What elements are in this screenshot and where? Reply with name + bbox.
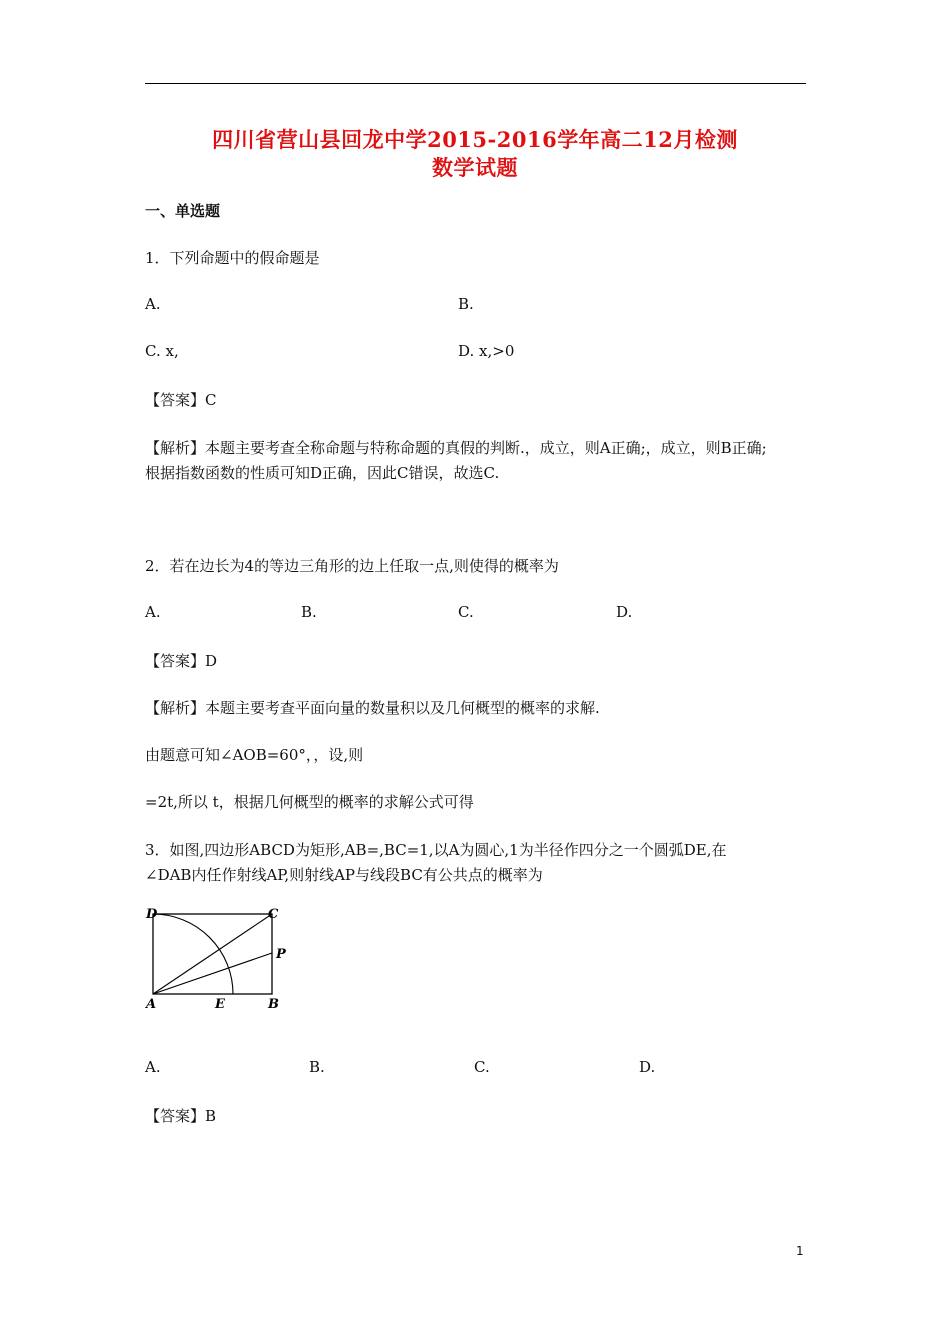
page-number: 1 (796, 1244, 804, 1258)
q3-option-c: C. (474, 1058, 490, 1076)
q2-option-a: A. (145, 603, 161, 621)
label-c: C (268, 907, 279, 922)
document-title: 四川省营山县回龙中学2015-2016学年高二12月检测 (212, 127, 738, 152)
q2-option-c: C. (458, 603, 474, 621)
q2-answer: 【答案】D (145, 652, 218, 670)
quarter-arc-de (153, 914, 233, 994)
section-heading: 一、单选题 (145, 202, 221, 220)
rectangle-arc-figure (140, 902, 300, 1012)
q1-option-a: A. (145, 295, 161, 313)
label-b: B (268, 997, 279, 1012)
q2-analysis-line2: 由题意可知∠AOB=60°，，设,则 (145, 746, 364, 764)
q3-option-b: B. (309, 1058, 325, 1076)
q3-option-a: A. (145, 1058, 161, 1076)
q2-stem: 2．若在边长为4的等边三角形的边上任取一点,则使得的概率为 (145, 557, 559, 575)
q1-stem: 1．下列命题中的假命题是 (145, 249, 320, 267)
label-a: A (146, 997, 157, 1012)
q1-analysis-line1: 【解析】本题主要考查全称命题与特称命题的真假的判断.，成立，则A正确;，成立，则B正确; (145, 439, 767, 457)
q3-stem-line2: ∠DAB内任作射线AP,则射线AP与线段BC有公共点的概率为 (145, 866, 543, 884)
q2-analysis-line1: 【解析】本题主要考查平面向量的数量积以及几何概型的概率的求解. (145, 699, 600, 717)
q3-answer: 【答案】B (145, 1107, 217, 1125)
q2-option-b: B. (301, 603, 317, 621)
label-d: D (146, 907, 158, 922)
ray-ac (153, 914, 272, 994)
q1-option-c: C. x, (145, 342, 179, 360)
q3-option-d: D. (639, 1058, 656, 1076)
q1-option-d: D. x,>0 (458, 342, 515, 360)
label-p: P (276, 947, 286, 962)
header-rule (145, 83, 806, 84)
q1-answer: 【答案】C (145, 391, 217, 409)
q1-analysis-line2: 根据指数函数的性质可知D正确，因此C错误，故选C. (145, 464, 500, 482)
q2-analysis-line3: =2t,所以 t，根据几何概型的概率的求解公式可得 (145, 793, 474, 811)
q2-option-d: D. (616, 603, 633, 621)
ray-ap (153, 953, 272, 994)
document-subtitle: 数学试题 (432, 155, 518, 180)
q1-option-b: B. (458, 295, 474, 313)
label-e: E (215, 997, 225, 1012)
q3-stem-line1: 3．如图,四边形ABCD为矩形,AB=,BC=1,以A为圆心,1为半径作四分之一个圆弧DE,在 (145, 841, 727, 859)
